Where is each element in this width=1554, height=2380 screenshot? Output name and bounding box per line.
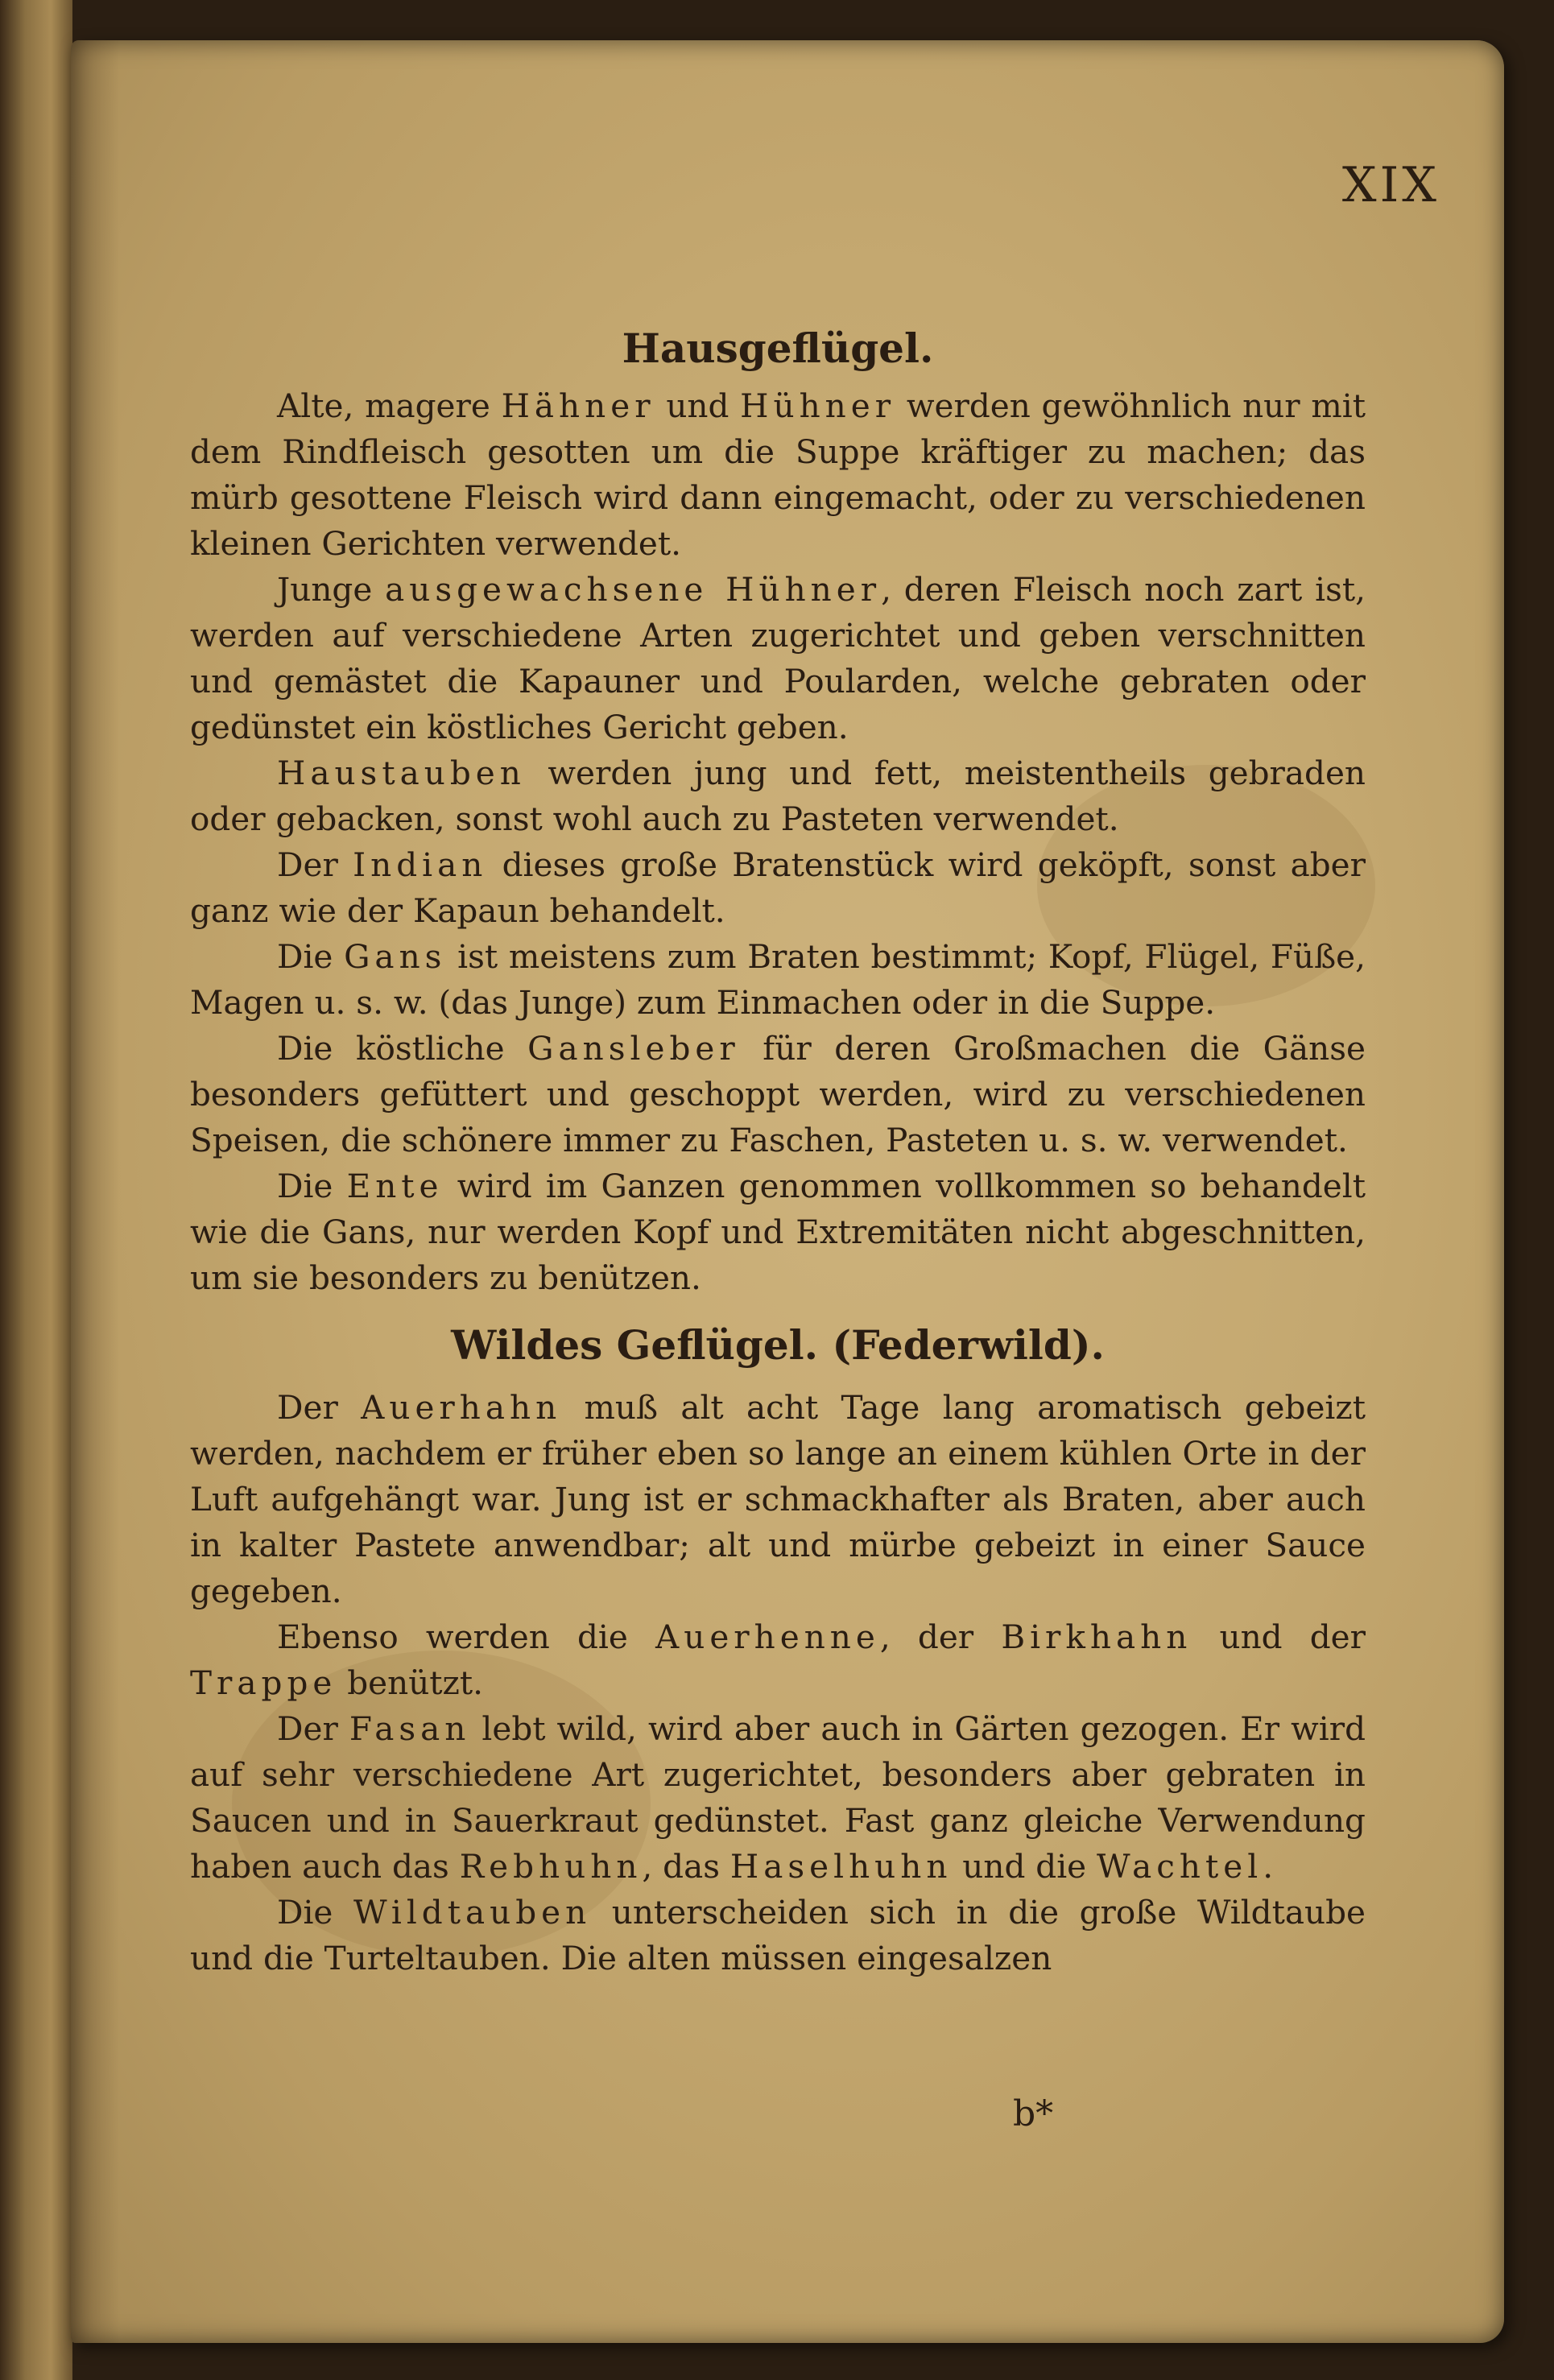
text-run: , der <box>879 1618 1002 1656</box>
text-block <box>190 169 1366 1981</box>
paragraph <box>190 1614 1366 1706</box>
paragraph <box>190 1163 1366 1301</box>
paragraph <box>190 1385 1366 1614</box>
paragraph <box>190 1026 1366 1163</box>
text-run: unterscheiden sich in die große Wildtaube und die Turteltauben. Die alten müssen eingesalzen <box>190 1893 1366 1977</box>
spaced-term: Indian <box>353 845 488 884</box>
text-run: ist meistens zum Braten bestimmt; Kopf, Flügel, Füße, Magen u. s. w. (das Junge) zum Einmachen oder in die Suppe. <box>190 937 1366 1022</box>
paragraph <box>190 567 1366 750</box>
section-heading-wildes-gefluegel: Wildes Geflügel. (Federwild). <box>451 1321 1105 1369</box>
text-run: und der <box>1192 1618 1366 1656</box>
paragraph <box>190 1706 1366 1890</box>
text-run: benützt. <box>337 1663 484 1702</box>
text-run: werden jung und fett, meistentheils gebraden oder gebacken, sonst wohl auch zu Pasteten verwendet. <box>190 754 1366 838</box>
book-edge <box>0 0 72 2380</box>
text-run: Junge <box>277 570 386 609</box>
text-run: , deren Fleisch noch zart ist, werden auf verschiedene Arten zugerichtet und geben verschnitten und gemästet die Kapauner und Poularden, welche gebraten oder gedünstet ein köstliches Gericht geben. <box>190 570 1366 746</box>
paragraph <box>190 1890 1366 1981</box>
text-run: lebt wild, wird aber auch in Gärten gezogen. Er wird auf sehr verschiedene Art zugerichtet, besonders aber gebraten in Saucen und in Sauerkraut gedünstet. Fast ganz gleiche Verwendung haben auch das <box>190 1709 1366 1886</box>
text-run: Die köstliche <box>277 1029 528 1068</box>
spaced-term: Ente <box>346 1167 444 1205</box>
text-run: Die <box>277 1167 347 1205</box>
spaced-term: Auerhahn <box>361 1388 562 1427</box>
text-run: für deren Großmachen die Gänse besonders gefüttert und geschoppt werden, wird zu verschiedenen Speisen, die schönere immer zu Faschen, Pasteten u. s. w. verwendet. <box>190 1029 1366 1159</box>
text-run: werden gewöhnlich nur mit dem Rindfleisch gesotten um die Suppe kräftiger zu machen; das mürb gesottene Fleisch wird dann eingemacht, oder zu verschiedenen kleinen Gerichten verwendet. <box>190 386 1366 563</box>
page-sheet <box>71 40 1504 2343</box>
spaced-term: Rebhuhn <box>459 1847 643 1886</box>
text-run: Alte, magere <box>277 386 502 425</box>
spaced-term: Hähner <box>501 386 655 425</box>
spaced-term: Haselhuhn <box>729 1847 953 1886</box>
text-run: und die <box>952 1847 1097 1886</box>
spaced-term: Wachtel <box>1096 1847 1263 1886</box>
spaced-term: Trappe <box>190 1663 337 1702</box>
text-run: Der <box>277 1388 362 1427</box>
text-run: , das <box>642 1847 730 1886</box>
text-run: . <box>1263 1847 1274 1886</box>
text-run: wird im Ganzen genommen vollkommen so behandelt wie die Gans, nur werden Kopf und Extremitäten nicht abgeschnitten, um sie besonders zu benützen. <box>190 1167 1366 1297</box>
spaced-term: Wildtauben <box>353 1893 592 1932</box>
text-run: Die <box>277 1893 353 1932</box>
text-run: Die <box>277 937 345 976</box>
text-run: Ebenso werden die <box>277 1618 655 1656</box>
spaced-term: Birkhahn <box>1001 1618 1192 1656</box>
spaced-term: ausgewachsene Hühner <box>385 570 882 609</box>
paragraph <box>190 750 1366 842</box>
page-gutter <box>71 40 119 2343</box>
section-heading-hausgefluegel: Hausgeflügel. <box>622 324 934 372</box>
spaced-term: Haustauben <box>277 754 526 792</box>
page-number: XIX <box>1341 157 1440 213</box>
spaced-term: Hühner <box>740 386 896 425</box>
spaced-term: Gansleber <box>527 1029 740 1068</box>
text-run: dieses große Bratenstück wird geköpft, sonst aber ganz wie der Kapaun behandelt. <box>190 845 1366 930</box>
paragraph <box>190 383 1366 567</box>
paragraph <box>190 842 1366 934</box>
spaced-term: Gans <box>344 937 447 976</box>
spaced-term: Auerhenne <box>655 1618 880 1656</box>
paragraph <box>190 934 1366 1026</box>
text-run: muß alt acht Tage lang aromatisch gebeizt werden, nachdem er früher eben so lange an einem kühlen Orte in der Luft aufgehängt war. Jung ist er schmackhafter als Braten, aber auch in kalter Pastete anwendbar; alt und mürbe gebeizt in einer Sauce gegeben. <box>190 1388 1366 1610</box>
text-run: Der <box>277 1709 349 1748</box>
text-run: und <box>655 386 741 425</box>
signature-mark: b* <box>1013 2093 1054 2134</box>
text-run: Der <box>277 845 353 884</box>
spaced-term: Fasan <box>349 1709 471 1748</box>
